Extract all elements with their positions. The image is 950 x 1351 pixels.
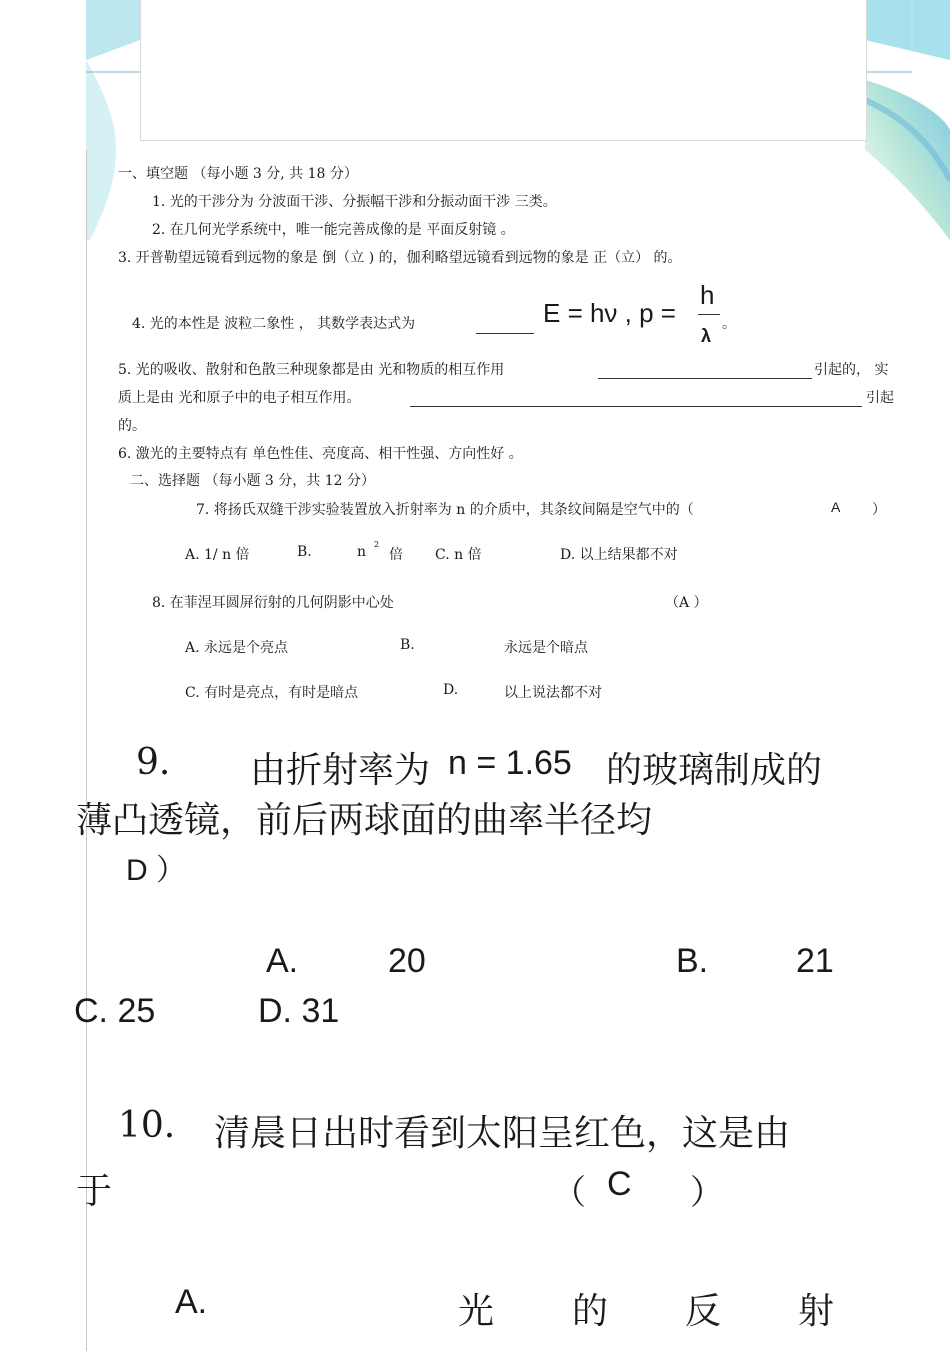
- q9-line-2: 薄凸透镜，前后两球面的曲率半径均: [76, 800, 653, 841]
- q7-option-b-unit: 倍: [389, 547, 403, 563]
- q7-option-b-n: n: [357, 544, 367, 560]
- question-5-line1: 5. 光的吸收、散射和色散三种现象都是由 光和物质的相互作用: [118, 362, 505, 378]
- question-5-line2-end: 引起: [866, 390, 894, 406]
- section2-heading: 二、选择题 （每小题 3 分，共 12 分）: [130, 473, 375, 489]
- q10-text-1: 清晨日出时看到太阳呈红色，这是由: [214, 1113, 791, 1154]
- q9-option-a: A.: [266, 942, 299, 980]
- section1-heading: 一、填空题 （每小题 3 分, 共 18 分）: [118, 166, 358, 182]
- q9-option-a-value: 20: [388, 942, 426, 980]
- q7-option-b-sup: 2: [374, 540, 380, 549]
- q8-option-b-text: 永远是个暗点: [504, 640, 588, 656]
- question-5-line1-end: 引起的， 实: [814, 362, 889, 378]
- q9-option-b-value: 21: [796, 942, 834, 980]
- question-7: 7. 将扬氏双缝干涉实验装置放入折射率为 n 的介质中，其条纹间隔是空气中的（: [196, 502, 694, 518]
- q10-option-a-char-2: 的: [572, 1291, 609, 1332]
- q7-option-b: B.: [297, 544, 312, 560]
- q9-number: 9.: [136, 742, 171, 783]
- q8-option-a: A. 永远是个亮点: [185, 640, 289, 656]
- q8-option-b: B.: [400, 637, 415, 653]
- q10-answer: C: [607, 1165, 632, 1203]
- q7-close: ）: [872, 502, 886, 518]
- question-3: 3. 开普勒望远镜看到远物的象是 倒（立 ) 的，伽利略望远镜看到远物的象是 正（立） 的。: [118, 250, 682, 266]
- q10-option-a-char-1: 光: [458, 1291, 495, 1332]
- q10-number: 10.: [118, 1105, 176, 1146]
- q10-paren-close: ）: [690, 1174, 724, 1212]
- q9-text-1: 由折射率为: [250, 750, 431, 791]
- q10-paren-open: （: [552, 1174, 586, 1212]
- q4-fraction-bar: [698, 314, 720, 315]
- q7-answer: A: [831, 499, 841, 515]
- q9-option-d: D. 31: [258, 992, 340, 1030]
- question-5-line3: 的。: [118, 418, 146, 434]
- q4-fraction-numerator: h: [700, 280, 715, 310]
- q9-text-2: 的玻璃制成的: [606, 750, 823, 791]
- q4-blank-line: [476, 333, 534, 334]
- q8-option-d: D.: [443, 682, 459, 698]
- q9-option-c: C. 25: [74, 992, 156, 1030]
- question-6: 6. 激光的主要特点有 单色性佳、亮度高、相干性强、方向性好 。: [118, 446, 523, 462]
- q10-option-a: A.: [175, 1283, 208, 1321]
- question-1: 1. 光的干涉分为 分波面干涉、分振幅干涉和分振动面干涉 三类。: [152, 194, 557, 210]
- q8-option-d-text: 以上说法都不对: [504, 685, 602, 701]
- q9-answer: D ）: [126, 854, 186, 887]
- q9-option-b: B.: [676, 942, 709, 980]
- header-box: [140, 0, 867, 141]
- q8-option-c: C. 有时是亮点，有时是暗点: [185, 685, 359, 701]
- question-5-line2: 质上是由 光和原子中的电子相互作用。: [118, 390, 361, 406]
- q10-option-a-char-3: 反: [685, 1291, 722, 1332]
- question-4: 4. 光的本性是 波粒二象性 ， 其数学表达式为: [132, 316, 416, 332]
- q4-fraction-denominator: λ: [701, 326, 712, 346]
- q9-expression: n = 1.65: [448, 744, 572, 782]
- q7-option-d: D. 以上结果都不对: [560, 547, 678, 563]
- q5-blank-1: [598, 378, 812, 379]
- q7-option-c: C. n 倍: [435, 547, 482, 563]
- question-8: 8. 在菲涅耳圆屏衍射的几何阴影中心处: [152, 595, 394, 611]
- q4-formula: E = hν , p =: [543, 298, 676, 328]
- q10-option-a-char-4: 射: [798, 1291, 835, 1332]
- q7-option-a: A. 1/ n 倍: [185, 547, 250, 563]
- q10-line-2: 于: [76, 1171, 113, 1212]
- question-2: 2. 在几何光学系统中，唯一能完善成像的是 平面反射镜 。: [152, 222, 515, 238]
- q8-answer: （A ）: [665, 595, 708, 611]
- q5-blank-2: [410, 406, 862, 407]
- q4-end: 。: [722, 316, 736, 332]
